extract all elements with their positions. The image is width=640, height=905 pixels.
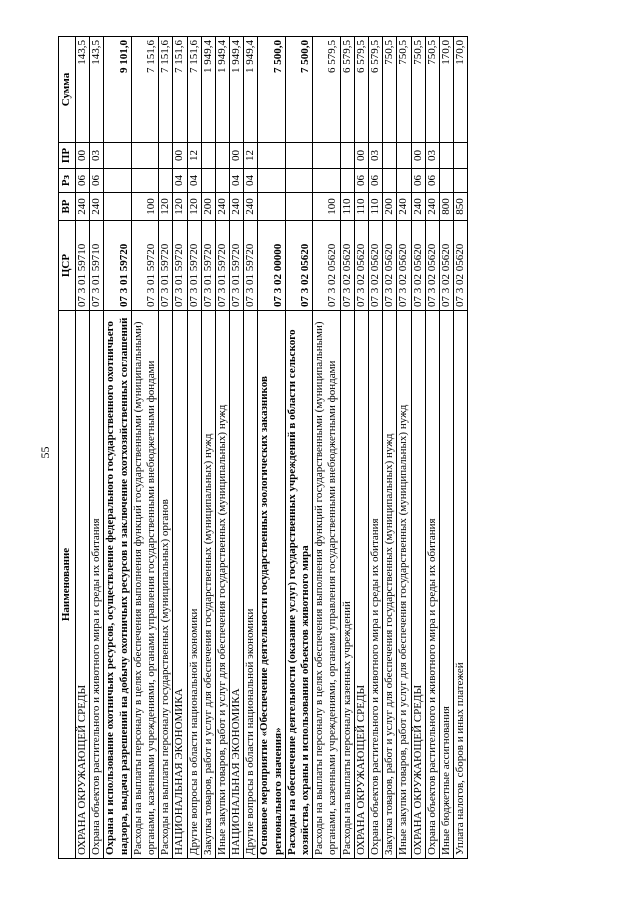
header-vr: ВР [59, 193, 76, 221]
cell-sum: 6 579,5 [368, 37, 382, 143]
cell-pr [285, 143, 312, 169]
cell-name: Уплата налогов, сборов и иных платежей [454, 311, 468, 859]
cell-csr: 07 3 02 05620 [313, 221, 340, 311]
cell-sum: 7 500,0 [258, 37, 285, 143]
page-number: 55 [38, 446, 52, 459]
cell-rz [454, 169, 468, 193]
cell-vr: 120 [187, 193, 201, 221]
table-row [258, 37, 285, 859]
cell-vr: 120 [173, 193, 187, 221]
cell-name: Охрана объектов растительного и животного мира и среды их обитания [368, 311, 382, 859]
cell-sum: 170,0 [454, 37, 468, 143]
cell-csr: 07 3 02 00000 [258, 221, 285, 311]
cell-rz [131, 169, 158, 193]
cell-rz [313, 169, 340, 193]
cell-name: Иные закупки товаров, работ и услуг для обеспечения государственных (муниципальных) нужд [215, 311, 229, 859]
cell-rz: 04 [187, 169, 201, 193]
cell-vr: 120 [159, 193, 173, 221]
cell-sum: 750,5 [411, 37, 425, 143]
cell-pr: 00 [354, 143, 368, 169]
cell-csr: 07 3 01 59720 [131, 221, 158, 311]
cell-rz [397, 169, 411, 193]
cell-name: Иные бюджетные ассигнования [439, 311, 453, 859]
cell-name: Другие вопросы в области национальной экономики [187, 311, 201, 859]
cell-name: Расходы на выплаты персоналу государственных (муниципальных) органов [159, 311, 173, 859]
cell-name: Основное мероприятие «Обеспечение деятельности государственных зоологических заказников регионального значения» [258, 311, 285, 859]
cell-rz: 04 [173, 169, 187, 193]
cell-name: ОХРАНА ОКРУЖАЮЩЕЙ СРЕДЫ [411, 311, 425, 859]
table-row [425, 37, 439, 859]
cell-sum: 750,5 [425, 37, 439, 143]
table-row [354, 37, 368, 859]
table-row [187, 37, 201, 859]
header-pr: ПР [59, 143, 76, 169]
cell-sum: 9 101,0 [104, 37, 131, 143]
cell-vr: 240 [397, 193, 411, 221]
cell-csr: 07 3 02 05620 [383, 221, 397, 311]
header-name: Наименование [59, 311, 76, 859]
cell-sum: 143,5 [76, 37, 90, 143]
cell-csr: 07 3 01 59720 [173, 221, 187, 311]
cell-vr: 240 [425, 193, 439, 221]
cell-csr: 07 3 01 59720 [201, 221, 215, 311]
cell-csr: 07 3 01 59710 [76, 221, 90, 311]
cell-name: НАЦИОНАЛЬНАЯ ЭКОНОМИКА [230, 311, 244, 859]
table-row [215, 37, 229, 859]
cell-rz [104, 169, 131, 193]
cell-name: Расходы на выплаты персоналу в целях обеспечения выполнения функций государственными (муниципальными) органами, казенными учреждениями, органами управления государственными внебюджетными фондами [313, 311, 340, 859]
cell-vr: 100 [313, 193, 340, 221]
cell-name: Закупка товаров, работ и услуг для обеспечения государственных (муниципальных) нужд [383, 311, 397, 859]
cell-name: Охрана объектов растительного и животного мира и среды их обитания [425, 311, 439, 859]
cell-sum: 7 500,0 [285, 37, 312, 143]
cell-pr [215, 143, 229, 169]
cell-sum: 7 151,6 [187, 37, 201, 143]
cell-vr [258, 193, 285, 221]
cell-name: Расходы на выплаты персоналу в целях обеспечения выполнения функций государственными (муниципальными) органами, казенными учреждениями, органами управления государственными внебюджетными фондами [131, 311, 158, 859]
cell-sum: 1 949,4 [244, 37, 258, 143]
cell-pr [397, 143, 411, 169]
cell-pr [258, 143, 285, 169]
cell-pr: 03 [368, 143, 382, 169]
table-row [230, 37, 244, 859]
cell-pr [131, 143, 158, 169]
cell-rz: 06 [90, 169, 104, 193]
cell-pr: 03 [90, 143, 104, 169]
cell-sum: 7 151,6 [131, 37, 158, 143]
cell-sum: 6 579,5 [354, 37, 368, 143]
cell-vr: 800 [439, 193, 453, 221]
cell-vr: 110 [368, 193, 382, 221]
cell-name: ОХРАНА ОКРУЖАЮЩЕЙ СРЕДЫ [76, 311, 90, 859]
table-row [439, 37, 453, 859]
table-header-row [59, 37, 76, 859]
cell-rz: 06 [76, 169, 90, 193]
table-row [159, 37, 173, 859]
table-row [244, 37, 258, 859]
cell-vr: 240 [215, 193, 229, 221]
cell-rz: 04 [230, 169, 244, 193]
cell-rz [258, 169, 285, 193]
cell-vr: 100 [131, 193, 158, 221]
table-row [454, 37, 468, 859]
table-body [76, 37, 468, 859]
cell-vr: 240 [244, 193, 258, 221]
cell-name: Охрана объектов растительного и животного мира и среды их обитания [90, 311, 104, 859]
cell-pr [159, 143, 173, 169]
table-row [383, 37, 397, 859]
table-row [397, 37, 411, 859]
cell-vr [285, 193, 312, 221]
cell-pr: 00 [411, 143, 425, 169]
cell-sum: 750,5 [383, 37, 397, 143]
cell-pr [104, 143, 131, 169]
cell-csr: 07 3 01 59720 [244, 221, 258, 311]
cell-csr: 07 3 01 59720 [215, 221, 229, 311]
cell-name: Охрана и использование охотничьих ресурсов, осуществление федерального государственного охотничьего надзора, выдача разрешений на добычу охотничьих ресурсов и заключение охотхозяйственных соглашений [104, 311, 131, 859]
cell-pr: 00 [173, 143, 187, 169]
table-row [131, 37, 158, 859]
cell-sum: 1 949,4 [201, 37, 215, 143]
cell-name: Расходы на выплаты персоналу казенных учреждений [340, 311, 354, 859]
cell-name: Другие вопросы в области национальной экономики [244, 311, 258, 859]
cell-csr: 07 3 02 05620 [354, 221, 368, 311]
cell-rz: 06 [411, 169, 425, 193]
budget-table [58, 36, 468, 859]
cell-rz: 04 [244, 169, 258, 193]
cell-sum: 1 949,4 [230, 37, 244, 143]
cell-rz [439, 169, 453, 193]
cell-pr: 03 [425, 143, 439, 169]
cell-sum: 6 579,5 [340, 37, 354, 143]
cell-rz [285, 169, 312, 193]
cell-pr: 00 [76, 143, 90, 169]
cell-rz: 06 [368, 169, 382, 193]
cell-csr: 07 3 02 05620 [285, 221, 312, 311]
cell-name: Закупка товаров, работ и услуг для обеспечения государственных (муниципальных) нужд [201, 311, 215, 859]
cell-csr: 07 3 01 59710 [90, 221, 104, 311]
table-row [76, 37, 90, 859]
table-row [368, 37, 382, 859]
cell-csr: 07 3 01 59720 [159, 221, 173, 311]
cell-csr: 07 3 01 59720 [230, 221, 244, 311]
cell-sum: 7 151,6 [159, 37, 173, 143]
header-sum: Сумма [59, 37, 76, 143]
cell-csr: 07 3 02 05620 [425, 221, 439, 311]
cell-pr [454, 143, 468, 169]
cell-vr: 110 [340, 193, 354, 221]
cell-rz [159, 169, 173, 193]
cell-csr: 07 3 02 05620 [340, 221, 354, 311]
table-row [90, 37, 104, 859]
header-csr: ЦСР [59, 221, 76, 311]
table-row [104, 37, 131, 859]
cell-csr: 07 3 01 59720 [104, 221, 131, 311]
cell-pr: 12 [187, 143, 201, 169]
cell-rz: 06 [425, 169, 439, 193]
cell-csr: 07 3 02 05620 [454, 221, 468, 311]
cell-pr: 00 [230, 143, 244, 169]
cell-name: НАЦИОНАЛЬНАЯ ЭКОНОМИКА [173, 311, 187, 859]
cell-csr: 07 3 02 05620 [411, 221, 425, 311]
cell-pr [340, 143, 354, 169]
cell-rz: 06 [354, 169, 368, 193]
table-row [313, 37, 340, 859]
cell-pr [439, 143, 453, 169]
cell-vr: 110 [354, 193, 368, 221]
cell-pr [313, 143, 340, 169]
cell-sum: 7 151,6 [173, 37, 187, 143]
cell-vr: 240 [76, 193, 90, 221]
cell-sum: 143,5 [90, 37, 104, 143]
header-rz: Рз [59, 169, 76, 193]
cell-pr [383, 143, 397, 169]
cell-vr: 240 [230, 193, 244, 221]
cell-csr: 07 3 02 05620 [439, 221, 453, 311]
table-row [285, 37, 312, 859]
cell-rz [383, 169, 397, 193]
cell-pr [201, 143, 215, 169]
cell-name: Расходы на обеспечение деятельности (оказание услуг) государственных учреждений в области сельского хозяйства, охраны и использования объектов животного мира [285, 311, 312, 859]
table-row [173, 37, 187, 859]
cell-name: ОХРАНА ОКРУЖАЮЩЕЙ СРЕДЫ [354, 311, 368, 859]
cell-csr: 07 3 02 05620 [368, 221, 382, 311]
cell-rz [201, 169, 215, 193]
cell-sum: 750,5 [397, 37, 411, 143]
cell-pr: 12 [244, 143, 258, 169]
cell-vr: 240 [90, 193, 104, 221]
cell-vr: 200 [201, 193, 215, 221]
cell-vr: 200 [383, 193, 397, 221]
cell-sum: 170,0 [439, 37, 453, 143]
cell-vr [104, 193, 131, 221]
cell-name: Иные закупки товаров, работ и услуг для обеспечения государственных (муниципальных) нужд [397, 311, 411, 859]
cell-csr: 07 3 01 59720 [187, 221, 201, 311]
table-row [201, 37, 215, 859]
cell-vr: 240 [411, 193, 425, 221]
cell-csr: 07 3 02 05620 [397, 221, 411, 311]
cell-vr: 850 [454, 193, 468, 221]
cell-sum: 6 579,5 [313, 37, 340, 143]
cell-rz [340, 169, 354, 193]
cell-sum: 1 949,4 [215, 37, 229, 143]
table-row [340, 37, 354, 859]
cell-rz [215, 169, 229, 193]
table-row [411, 37, 425, 859]
